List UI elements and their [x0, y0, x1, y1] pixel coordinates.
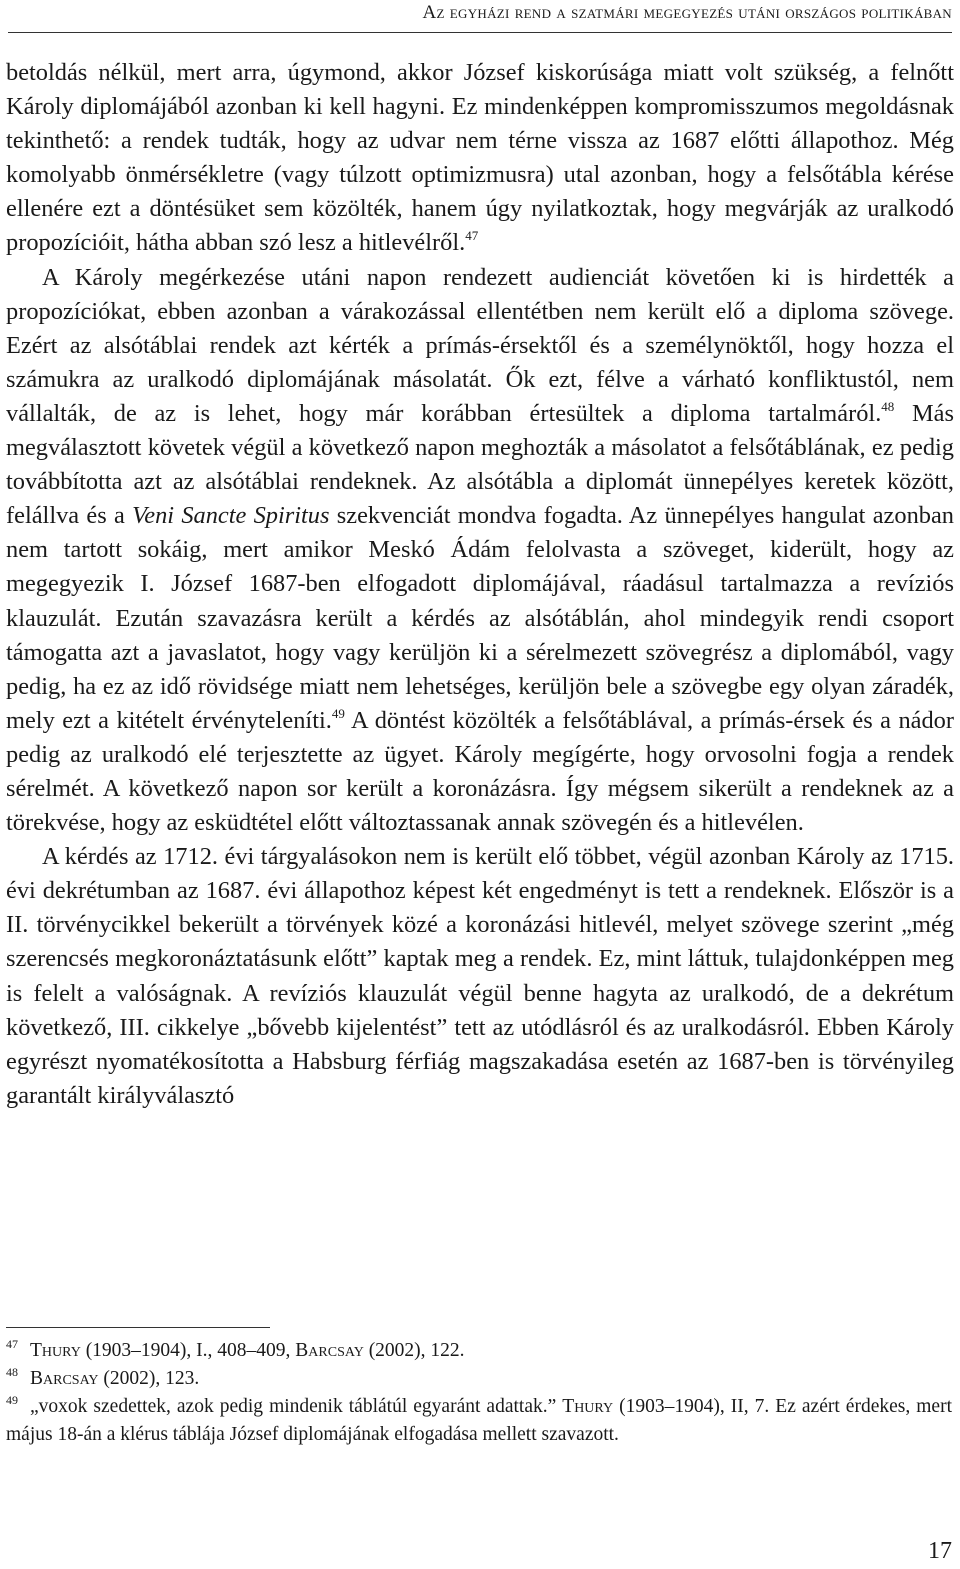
footnote-ref-47[interactable]: 47	[465, 228, 479, 244]
footnote-47	[6, 1337, 952, 1365]
author-name: Thury	[30, 1340, 81, 1361]
footnote-48	[6, 1365, 952, 1393]
paragraph-text: A kérdés az 1712. évi tárgyalásokon nem is került elő többet, végül azonban Károly az 1715. évi dekrétumban az 1687. évi állapothoz képest két engedményt is tett a rendeknek. Először is a II. törvénycikkel bekerült a törvények közé a koronázási hitlevél, melyet szövege szerint „még szerencsés megkoronáztatásunk előtt” kaptak meg a rendek. Ez, mint láttuk, tulajdonképpen meg is felelt a valóságnak. A revíziós klauzulát végül benne hagyta az uralkodó, de a dekrétum következő, III. cikkelye „bővebb kijelentést” tett az utódlásról és az uralkodásról. Ebben Károly egyrészt nyomatékosította a Habsburg férfiág magszakadása esetén az 1687-ben is törvényileg garantált királyválasztó	[6, 843, 954, 1109]
footnote-number: 48	[6, 1365, 18, 1379]
header-rule	[8, 32, 952, 33]
paragraph-text: Más megválasztott követek végül a következő napon meghozták a másolatot a felsőtáblának, ez pedig továbbította azt az alsótáblai rendeknek. Az alsótábla a diplomát ünnepélyes keretek között, felállva és a	[6, 399, 954, 530]
footnote-ref-49[interactable]: 49	[331, 705, 345, 721]
paragraph-3	[6, 840, 954, 1113]
footnote-text: (1903–1904), I., 408–409,	[80, 1340, 296, 1361]
footnote-number: 47	[6, 1337, 18, 1351]
author-name: Barcsay	[295, 1340, 364, 1361]
paragraph-1	[6, 56, 954, 261]
footnote-text: „voxok szedettek, azok pedig mindenik táblátúl egyaránt adattak.”	[30, 1396, 563, 1417]
author-name: Thury	[562, 1396, 614, 1417]
paragraph-text: A Károly megérkezése utáni napon rendezett audienciát követően ki is hirdették a propozíciókat, ebben azonban a várakozással ellentétben nem került elő a diploma szövege. Ezért az alsótáblai rendek azt kérték a prímás-érsektől és a személynöktől, hogy hozza el számukra az uralkodó diplomájának másolatát. Ők ezt, félve a várható konfliktustól, nem vállalták, de az is lehet, hogy már korábban értesültek a diploma tartalmáról.	[6, 263, 954, 427]
paragraph-text: betoldás nélkül, mert arra, úgymond, akkor József kiskorúsága miatt volt szükség, a felnőtt Károly diplomájából azonban ki kell hagyni. Ez mindenképpen kompromisszumos megoldásnak tekinthető: a rendek tudták, hogy az udvar nem térne vissza az 1687 előtti állapothoz. Még komolyabb önmérsékletre (vagy túlzott optimizmusra) utal azonban, hogy a felsőtábla kérése ellenére ezt a döntésüket sem közölték, hanem úgy nyilatkoztak, hogy megvárják az uralkodó propozícióit, hátha abban szó lesz a hitlevélről.	[6, 59, 954, 257]
footnote-49	[6, 1393, 952, 1449]
footnote-text: (1903–1904), II, 7. Ez azért érdekes, mert május 18-án a klérus táblája József diplomájának elfogadása mellett szavazott.	[6, 1396, 952, 1445]
page-number: 17	[928, 1538, 952, 1564]
paragraph-text: A döntést közölték a felsőtáblával, a prímás-érsek és a nádor pedig az uralkodó elé terjesztette az ügyet. Károly megígérte, hogy orvosolni fogja a rendek sérelmét. A következő napon sor került a koronázásra. Így mégsem sikerült a rendeknek az a törekvése, hogy az esküdtétel előtt változtassanak annak szövegén és a hitlevélen.	[6, 706, 954, 837]
footnote-ref-48[interactable]: 48	[881, 398, 895, 414]
footnote-rule	[6, 1327, 270, 1328]
footnote-text: (2002), 123.	[98, 1368, 200, 1389]
running-head: Az egyházi rend a szatmári megegyezés utáni országos politikában	[422, 2, 952, 23]
author-name: Barcsay	[30, 1368, 99, 1389]
footnote-text: (2002), 122.	[363, 1340, 465, 1361]
footnote-number: 49	[6, 1393, 18, 1407]
paragraph-text: szekvenciát mondva fogadta. Az ünnepélyes hangulat azonban nem tartott sokáig, mert amikor Meskó Ádám felolvasta a szöveget, kiderült, hogy az megegyezik I. József 1687-ben elfogadott diplomájával, ráadásul tartalmazza a revíziós klauzulát. Ezután szavazásra került a kérdés az alsótáblán, ahol mindegyik rendi csoport támogatta azt a javaslatot, hogy vagy kerüljön ki a sérelmezett szövegrész a diplomából, vagy pedig, ha ez az idő rövidsége miatt nem lehetséges, kerüljön bele a szövegbe egy olyan záradék, mely ezt a kitételt érvényteleníti.	[6, 502, 954, 734]
main-text	[6, 56, 954, 1113]
footnotes	[6, 1337, 952, 1449]
italic-title: Veni Sancte Spiritus	[132, 502, 330, 530]
paragraph-2	[6, 261, 954, 841]
